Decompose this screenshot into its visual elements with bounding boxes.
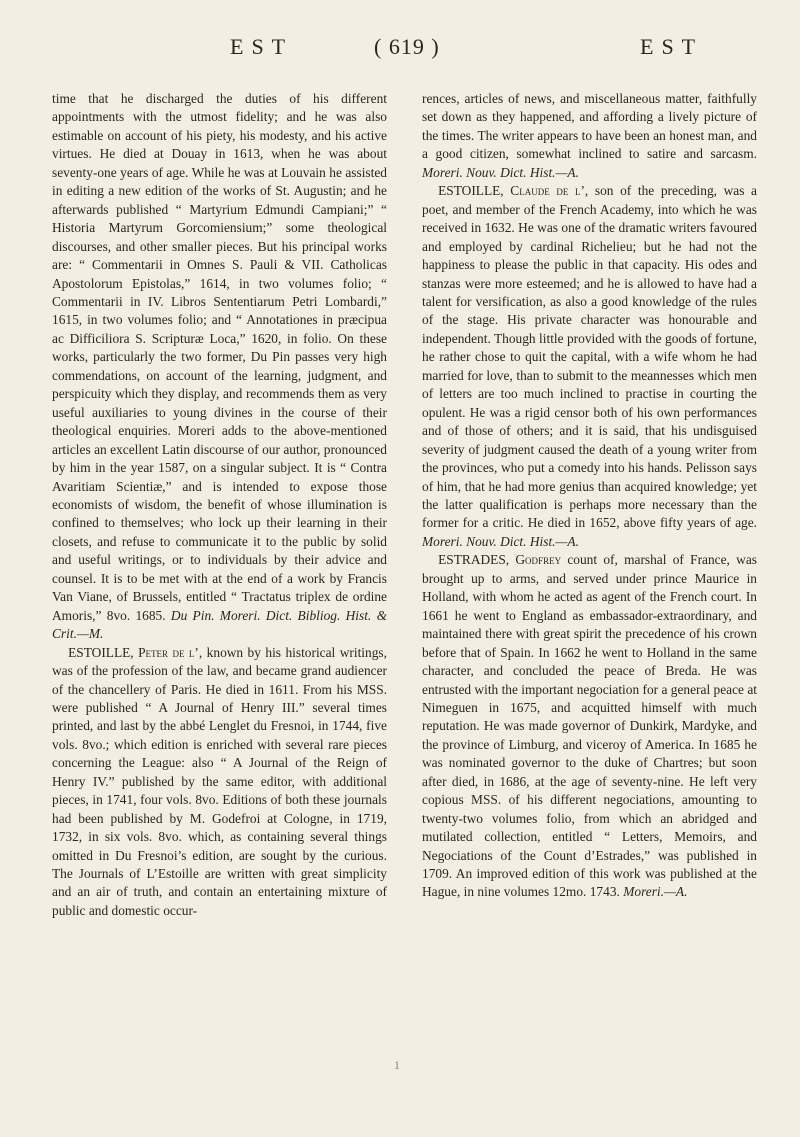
- left-column: [52, 90, 387, 920]
- entry-citation: Du Pin. Moreri. Dict. Bibliog. Hist. & Crit.—M.: [52, 607, 387, 642]
- entry-body: time that he discharged the duties of his different appointments with the utmost fidelity; and he was also estimable on account of his piety, his modesty, and his active virtues. He died at Douay in 1613, when he was about seventy-one years of age. While he was at Louvain he assisted in editing a new edition of the works of St. Augustin; and he afterwards published “ Martyrium Edmundi Campiani;” “ Historia Martyrum Gorcomiensium;” some theological discourses, and other smaller pieces. But his principal works are: “ Commentarii in Omnes S. Pauli & VII. Catholicas Apostolorum Epistolas,” 1614, in two volumes folio; “ Commentarii in IV. Libros Sententiarum Petri Lombardi,” 1615, in two volumes folio; and “ Annotationes in præcipua ac Difficiliora S. Scripturæ Loca,” 1620, in folio. On these works, particularly the two former, Du Pin passes very high commendations, on account of the learning, judgment, and perspicuity which they display, and recommends them as very useful auxiliaries to young divines in the course of their theological enquiries. Moreri adds to the above-mentioned articles an excellent Latin discourse of our author, pronounced by him in the year 1587, on a singular subject. It is “ Contra Avaritiam Scientiæ,” and is intended to expose those economists of wisdom, the benefit of whose illumination is confined to themselves; who lock up their learning in their closets, and refuse to communicate it to the public by solid and useful writings, or to individuals by their advice and counsel. It is to be met with at the end of a work by Francis Van Viane, of Brussels, entitled “ Tractatus triplex de ordine Amoris,” 8vo. 1685.: [52, 91, 387, 623]
- entry-citation: Moreri. Nouv. Dict. Hist.—A.: [422, 164, 579, 180]
- entry-name: Claude de l’,: [510, 183, 589, 199]
- header-right-word: EST: [640, 34, 704, 59]
- running-header: [52, 34, 754, 64]
- entry-continuation: [52, 90, 387, 644]
- entry-name: Godfrey: [515, 552, 562, 568]
- entry-body: count of, marshal of France, was brought up to arms, and served under prince Maurice in Holland, with whom he acted as agent of the French court. In 1661 he went to England as embassador-extraordinary, and maintained there with great spirit the precedence of his crown before that of Spain. In 1662 he went to Holland in the same character, and concluded the peace of Breda. He was entrusted with the important negociation for a general peace at Nimeguen in 1675, and acquitted himself with much reputation. He was made governor of Dunkirk, Mardyke, and the province of Limburg, and viceroy of America. In 1685 he was nominated governor to the duke of Chartres; but soon after died, in 1686, at the age of seventy-nine. He left very copious MSS. of his different negociations, amounting to twenty-two volumes folio, from which an abridged and mutilated collection, entitled “ Letters, Memoirs, and Negociations of the Count d’Estrades,” was published in 1709. An improved edition of this work was published at the Hague, in nine volumes 12mo. 1743.: [422, 552, 758, 900]
- entry-citation: Moreri. Nouv. Dict. Hist.—A.: [422, 533, 579, 549]
- page-number: ( 619 ): [374, 34, 440, 59]
- entry-name: Peter de l’,: [138, 644, 203, 660]
- entry-estrades: [422, 551, 757, 902]
- entry-estoille-claude: [422, 182, 757, 551]
- entry-estoille-peter: [52, 644, 387, 921]
- entry-headword: ESTOILLE,: [68, 644, 134, 660]
- signature-mark: 1: [394, 1058, 400, 1072]
- entry-body: son of the preceding, was a poet, and member of the French Academy, into which he was received in 1632. He was one of the dramatic writers favoured and employed by cardinal Richelieu; but he had not the happiness to please the public in that capacity. His odes and stanzas were more esteemed; and he is allowed to have had a talent for versification, as also a good knowledge of the rules of the stage. His private character was honourable and independent. Though little provided with the goods of fortune, he rather chose to quit the capital, with a wife whom he had married for love, than to submit to the meannesses which men of letters are too much inclined to practise in courting the opulent. He was a rigid censor both of his own performances and of those of others; and it is said, that his undisguised severity of judgment caused the death of a young writer from the provinces, who put a comedy into his hands. Pelisson says of him, that he had more genius than acquired knowledge; yet the latter qualification is perhaps more necessary than the former for a critic. He died in 1652, above fifty years of age.: [422, 183, 757, 531]
- entry-continuation: [422, 90, 757, 182]
- right-column: [422, 90, 757, 902]
- entry-citation: Moreri.—A.: [623, 884, 688, 900]
- header-left-word: EST: [230, 34, 294, 59]
- text-columns: [52, 90, 757, 1090]
- entry-headword: ESTRADES,: [438, 552, 510, 568]
- entry-headword: ESTOILLE,: [438, 183, 504, 199]
- entry-body: rences, articles of news, and miscellaneous matter, faithfully set down as they happened, and affording a lively picture of the times. The writer appears to have been an honest man, and a good citizen, somewhat inclined to satire and sarcasm.: [422, 91, 757, 162]
- entry-body: known by his historical writings, was of the profession of the law, and became grand audiencer of the chancellery of Paris. He died in 1611. From his MSS. were published “ A Journal of Henry III.” several times printed, and last by the abbé Lenglet du Fresnoi, in 1744, five vols. 8vo.; which edition is enriched with several rare pieces concerning the League: also “ A Journal of the Reign of Henry IV.” published by the same editor, with additional pieces, in 1741, four vols. 8vo. Editions of both these journals had been published by M. Godefroi at Cologne, in 1719, 1732, in six vols. 8vo. which, as containing several things omitted in Du Fresnoi’s edition, are sought by the curious. The Journals of L’Estoille are written with great simplicity and an air of truth, and contain an entertaining mixture of public and domestic occur-: [52, 644, 387, 918]
